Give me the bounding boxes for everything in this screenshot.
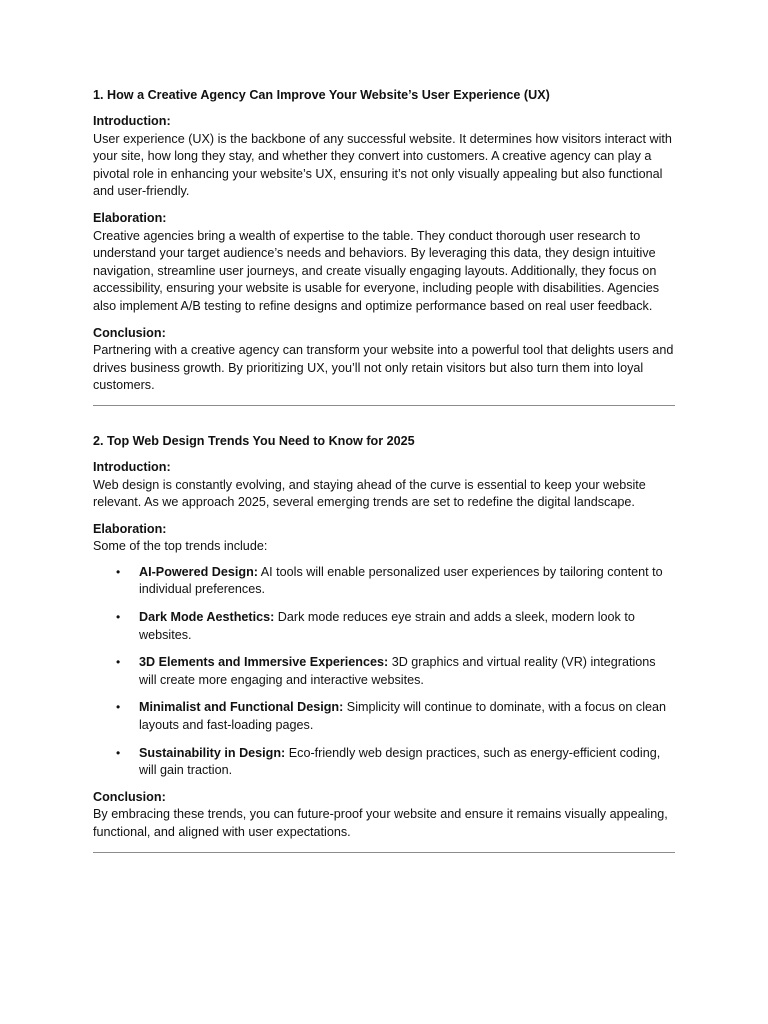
bullet-icon: • xyxy=(116,655,121,670)
list-item xyxy=(93,745,675,780)
section-divider xyxy=(93,852,675,853)
trend-description: AI tools will enable personalized user experiences by tailoring content to individual preferences. xyxy=(139,564,663,597)
trend-description: Eco-friendly web design practices, such as energy-efficient coding, will gain traction. xyxy=(139,745,661,778)
introduction-paragraph xyxy=(93,459,675,512)
conclusion-text: By embracing these trends, you can future-proof your website and ensure it remains visually appealing, functional, and aligned with user expectations. xyxy=(93,807,668,839)
conclusion-paragraph xyxy=(93,789,675,842)
trend-description: Dark mode reduces eye strain and adds a sleek, modern look to websites. xyxy=(139,610,635,642)
conclusion-label: Conclusion: xyxy=(93,325,166,340)
conclusion-label: Conclusion: xyxy=(93,789,166,804)
trend-term: Minimalist and Functional Design: xyxy=(139,700,344,715)
introduction-text: User experience (UX) is the backbone of any successful website. It determines how visitors interact with your site, how long they stay, and whether they convert into customers. A creative agency can play a pivotal role in enhancing your website’s UX, ensuring it’s not only visually appealing but also functional and user-friendly. xyxy=(93,131,672,199)
list-item xyxy=(93,609,675,644)
conclusion-paragraph xyxy=(93,325,675,395)
list-item xyxy=(93,654,675,689)
section-title: 1. How a Creative Agency Can Improve Your Website’s User Experience (UX) xyxy=(93,88,550,102)
elaboration-text: Creative agencies bring a wealth of expertise to the table. They conduct thorough user research to understand your target audience’s needs and behaviors. By leveraging this data, they design intuitive navigation, streamline user journeys, and create visually engaging layouts. Additionally, they focus on accessibility, ensuring your website is usable for everyone, including people with disabilities. Agencies also implement A/B testing to refine designs and optimize performance based on real user feedback. xyxy=(93,228,660,313)
elaboration-paragraph xyxy=(93,521,675,556)
trend-term: 3D Elements and Immersive Experiences: xyxy=(139,655,389,670)
list-item xyxy=(93,699,675,734)
list-item xyxy=(93,564,675,599)
trend-term: AI-Powered Design: xyxy=(139,564,258,579)
trends-list xyxy=(93,564,675,780)
trend-term: Sustainability in Design: xyxy=(139,745,286,760)
trend-term: Dark Mode Aesthetics: xyxy=(139,610,275,625)
trend-description: Simplicity will continue to dominate, with a focus on clean layouts and fast-loading pages. xyxy=(139,700,667,733)
introduction-paragraph xyxy=(93,113,675,201)
elaboration-paragraph xyxy=(93,210,675,316)
article-section-2 xyxy=(93,432,675,842)
introduction-text: Web design is constantly evolving, and staying ahead of the curve is essential to keep your website relevant. As we approach 2025, several emerging trends are set to redefine the digital landscape. xyxy=(93,477,646,510)
bullet-icon: • xyxy=(116,564,121,579)
article-section-1 xyxy=(93,86,675,395)
document-page xyxy=(93,86,675,853)
bullet-icon: • xyxy=(116,700,121,715)
trend-description: 3D graphics and virtual reality (VR) integrations will create more engaging and interactive websites. xyxy=(139,655,656,687)
introduction-label: Introduction: xyxy=(93,459,171,474)
introduction-label: Introduction: xyxy=(93,114,171,128)
elaboration-text: Some of the top trends include: xyxy=(93,539,268,554)
section-title: 2. Top Web Design Trends You Need to Know for 2025 xyxy=(93,433,415,448)
conclusion-text: Partnering with a creative agency can transform your website into a powerful tool that delights users and drives business growth. By prioritizing UX, you’ll not only retain visitors but also turn them into loyal customers. xyxy=(93,343,674,393)
elaboration-label: Elaboration: xyxy=(93,210,167,225)
bullet-icon: • xyxy=(116,610,121,625)
elaboration-label: Elaboration: xyxy=(93,521,167,536)
bullet-icon: • xyxy=(116,745,121,760)
